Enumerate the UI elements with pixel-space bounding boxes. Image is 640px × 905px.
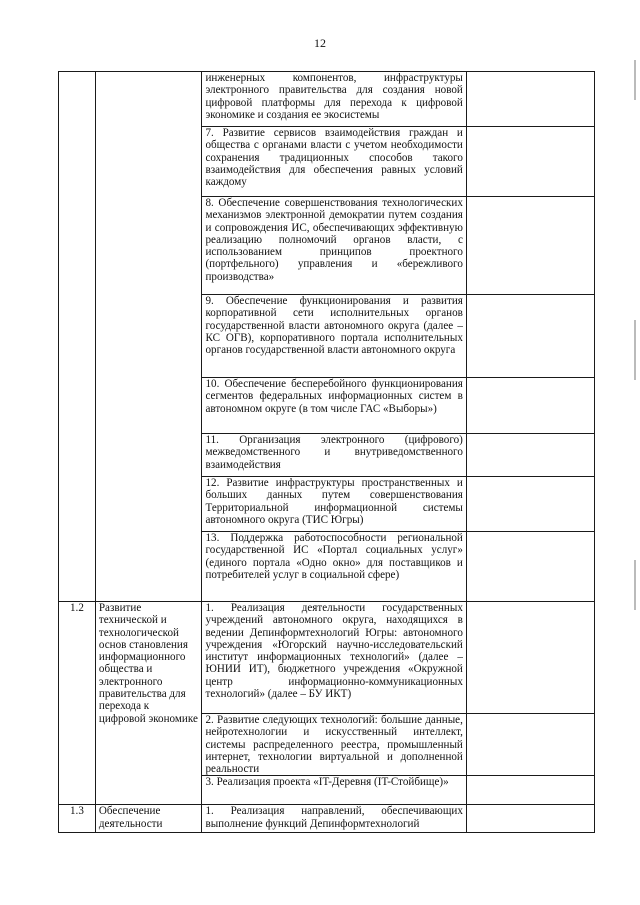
- extra-cell: [466, 532, 594, 602]
- page-number: 12: [314, 36, 326, 50]
- scan-edge-mark: [634, 60, 636, 100]
- extra-cell: [466, 714, 594, 776]
- program-table: [58, 71, 595, 833]
- task-cell: 1. Реализация направлений, обеспечивающих выполнение функций Депинформтехнологий: [202, 805, 466, 833]
- name-cell: [95, 72, 202, 602]
- number-cell: [59, 72, 96, 602]
- scan-edge-mark: [634, 560, 636, 610]
- task-cell: инженерных компонентов, инфраструктуры электронного правительства для создания новой цифровой платформы для перехода к цифровой экономике и создания ее экосистемы: [202, 72, 466, 127]
- extra-cell: [466, 805, 594, 833]
- extra-cell: [466, 477, 594, 532]
- task-cell: 8. Обеспечение совершенствования технологических механизмов электронной демократии путем создания и сопровождения ИС, обеспечивающих эффективную реализацию полномочий органов власти, с использованием принципов проектного (портфельного) управления и «бережливого производства»: [202, 197, 466, 295]
- task-cell: 2. Развитие следующих технологий: большие данные, нейротехнологии и искусственный интеллект, системы распределенного реестра, промышленный интернет, технологии виртуальной и дополненной реальности: [202, 714, 466, 776]
- section-number: 1.2: [59, 602, 96, 805]
- section-name: Развитие технической и технологической основ становления информационного общества и электронного правительства для перехода к цифровой экономике: [95, 602, 202, 805]
- extra-cell: [466, 127, 594, 197]
- task-cell: 3. Реализация проекта «IT-Деревня (IT-Стойбище)»: [202, 776, 466, 805]
- extra-cell: [466, 434, 594, 477]
- task-cell: 11. Организация электронного (цифрового) межведомственного и внутриведомственного взаимодействия: [202, 434, 466, 477]
- extra-cell: [466, 776, 594, 805]
- table-row: [59, 805, 595, 833]
- task-cell: 9. Обеспечение функционирования и развития корпоративной сети исполнительных органов государственной власти автономного округа (далее – КС ОГВ), корпоративного портала исполнительных органов государственной власти автономного округа: [202, 295, 466, 378]
- extra-cell: [466, 72, 594, 127]
- task-cell: 7. Развитие сервисов взаимодействия граждан и общества с органами власти с учетом необходимости сохранения традиционных способов такого взаимодействия для обеспечения равных условий каждому: [202, 127, 466, 197]
- extra-cell: [466, 197, 594, 295]
- section-number: 1.3: [59, 805, 96, 833]
- task-cell: 12. Развитие инфраструктуры пространственных и больших данных путем совершенствования Территориальной информационной системы автономного округа (ТИС Югры): [202, 477, 466, 532]
- table-row: [59, 602, 595, 714]
- section-name: Обеспечение деятельности: [95, 805, 202, 833]
- task-cell: 13. Поддержка работоспособности региональной государственной ИС «Портал социальных услуг» (единого портала «Одно окно» для поставщиков и потребителей услуг в социальной сфере): [202, 532, 466, 602]
- task-cell: 1. Реализация деятельности государственных учреждений автономного округа, находящихся в ведении Депинформтехнологий Югры: автономного учреждения «Югорский научно-исследовательский институт информационных технологий» (далее – ЮНИИ ИТ), бюджетного учреждения «Окружной центр информационно-коммуникационных технологий» (далее – БУ ИКТ): [202, 602, 466, 714]
- extra-cell: [466, 295, 594, 378]
- extra-cell: [466, 378, 594, 434]
- scan-edge-mark: [634, 320, 636, 380]
- table-row: [59, 72, 595, 127]
- extra-cell: [466, 602, 594, 714]
- task-cell: 10. Обеспечение бесперебойного функционирования сегментов федеральных информационных систем в автономном округе (в том числе ГАС «Выборы»): [202, 378, 466, 434]
